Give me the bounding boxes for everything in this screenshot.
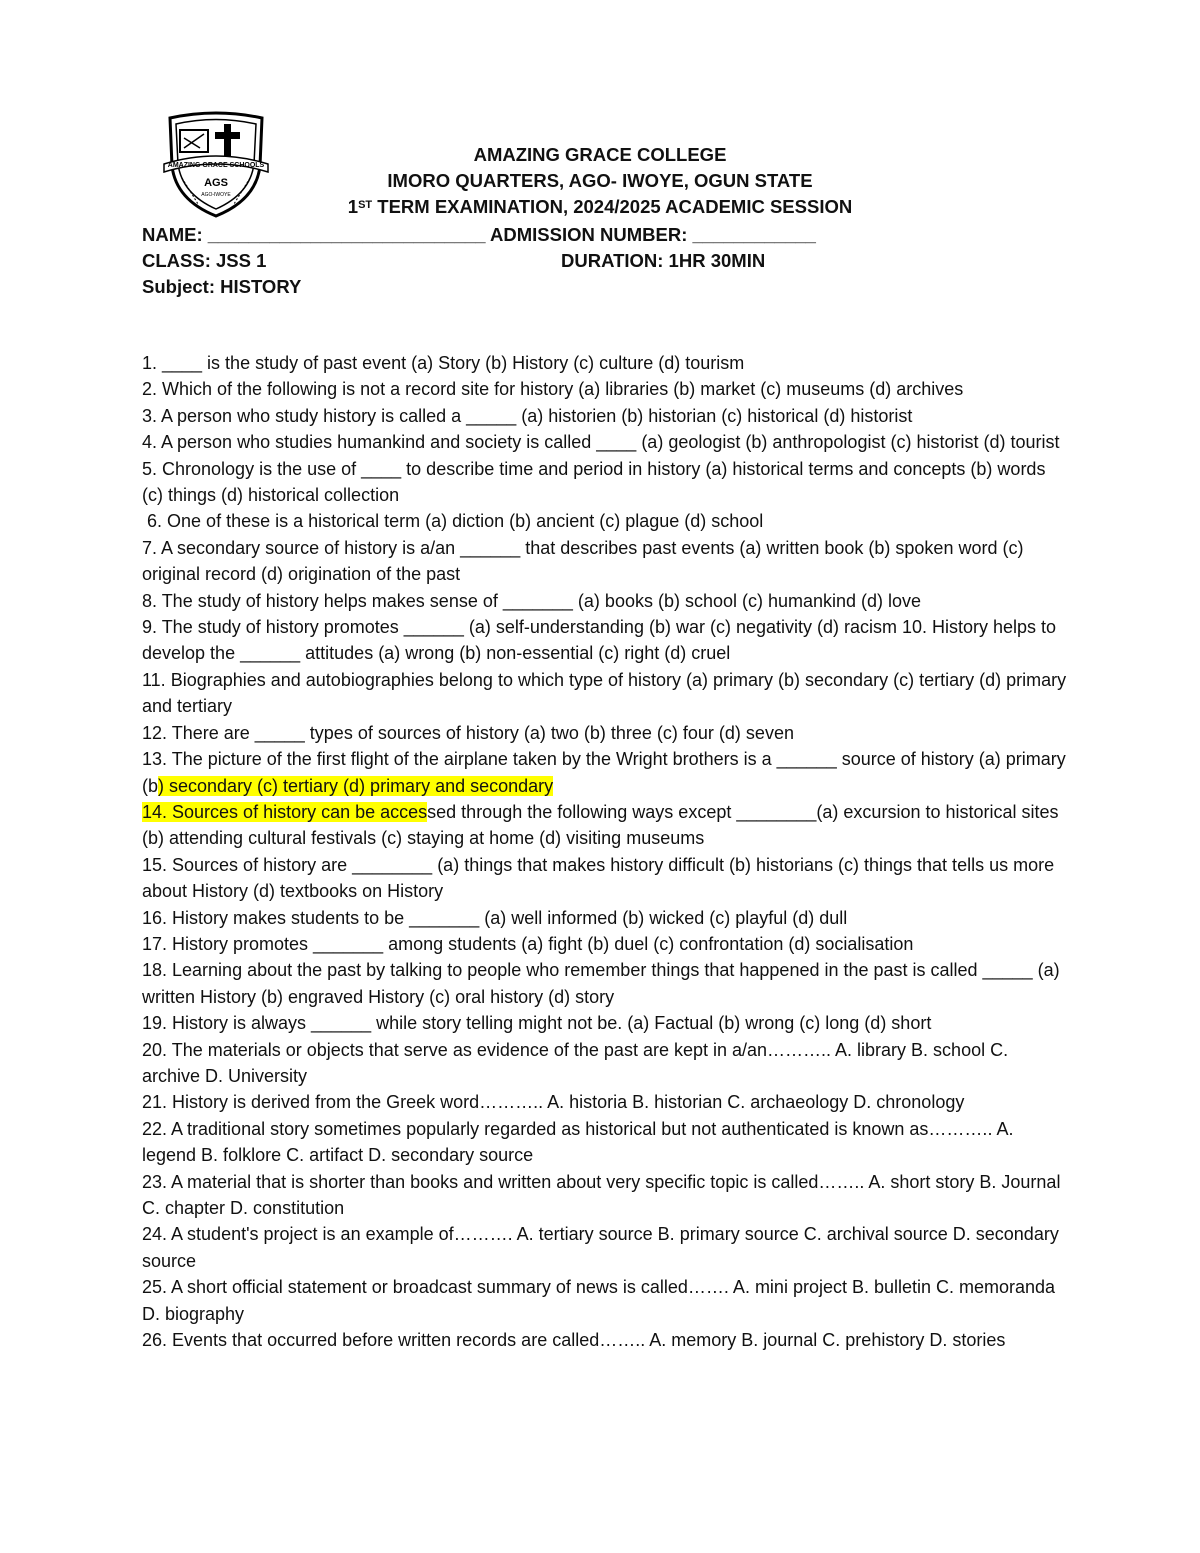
- question-item: 23. A material that is shorter than books and written about very specific topic is called…….. A. short story B. Journal C. chapter D. constitution: [142, 1171, 1066, 1218]
- exam-title-text: TERM EXAMINATION, 2024/2025 ACADEMIC SESSION: [372, 196, 853, 217]
- question-item-14: [142, 799, 1067, 852]
- question-item: 20. The materials or objects that serve as evidence of the past are kept in a/an……….. A. library B. school C. archive D. University: [142, 1039, 1014, 1086]
- question-item: 17. History promotes _______ among students (a) fight (b) duel (c) confrontation (d) socialisation: [142, 933, 914, 954]
- question-item: 12. There are _____ types of sources of history (a) two (b) three (c) four (d) seven: [142, 722, 794, 743]
- question-item: 8. The study of history helps makes sense of _______ (a) books (b) school (c) humankind (d) love: [142, 590, 922, 611]
- class-label: CLASS: JSS 1: [142, 250, 267, 271]
- question-item: 5. Chronology is the use of ____ to describe time and period in history (a) historical terms and concepts (b) words (c) things (d) historical collection: [142, 458, 1051, 506]
- question-item: 21. History is derived from the Greek word……….. A. historia B. historian C. archaeology D. chronology: [142, 1092, 965, 1113]
- question-item: 11. Biographies and autobiographies belong to which type of history (a) primary (b) secondary (c) tertiary (d) primary and tertiary: [142, 669, 1072, 717]
- duration-label: DURATION: 1HR 30MIN: [561, 250, 766, 271]
- exam-title: [250, 194, 950, 220]
- question-item: 25. A short official statement or broadcast summary of news is called……. A. mini project B. bulletin C. memoranda D. biography: [142, 1277, 1061, 1324]
- question-list: [142, 350, 1072, 1353]
- logo-top-text: AMAZING GRACE SCHOOLS: [167, 162, 265, 169]
- question-item: 3. A person who study history is called a _____ (a) historien (b) historian (c) historical (d) historist: [142, 405, 913, 426]
- question-item: 6. One of these is a historical term (a) diction (b) ancient (c) plague (d) school: [142, 511, 764, 532]
- logo-bottom-text: AGO-IWOYE: [201, 192, 231, 198]
- question-14-highlight: 14. Sources of history can be acces: [142, 801, 428, 822]
- name-admission-line: NAME: ___________________________ ADMISSION NUMBER: ____________: [142, 224, 816, 245]
- question-item: 7. A secondary source of history is a/an ______ that describes past events (a) written book (b) spoken word (c) original record (d) origination of the past: [142, 537, 1029, 585]
- question-item: 1. ____ is the study of past event (a) Story (b) History (c) culture (d) tourism: [142, 353, 745, 373]
- question-item: 26. Events that occurred before written records are called…….. A. memory B. journal C. prehistory D. stories: [142, 1330, 1006, 1351]
- question-item: 24. A student's project is an example of………. A. tertiary source B. primary source C. archival source D. secondary source: [142, 1224, 1064, 1271]
- question-13-highlight: ) secondary (c) tertiary (d) primary and secondary: [158, 775, 554, 796]
- question-item: 18. Learning about the past by talking to people who remember things that happened in the past is called _____ (a) written History (b) engraved History (c) oral history (d) story: [142, 960, 1065, 1007]
- term-superscript: ST: [358, 199, 373, 211]
- logo-mid-text: AGS: [204, 177, 228, 189]
- question-item: 15. Sources of history are ________ (a) things that makes history difficult (b) historians (c) things that tells us more about History (d) textbooks on History: [142, 854, 1060, 902]
- question-item: 4. A person who studies humankind and society is called ____ (a) geologist (b) anthropologist (c) historist (d) tourist: [142, 432, 1060, 453]
- question-item: 2. Which of the following is not a record site for history (a) libraries (b) market (c) museums (d) archives: [142, 379, 964, 400]
- question-item: 16. History makes students to be _______ (a) well informed (b) wicked (c) playful (d) dull: [142, 907, 848, 928]
- subject-label: Subject: HISTORY: [142, 276, 302, 297]
- question-13-text: 13. The picture of the first flight of the airplane taken by the Wright brothers is a ______ source of history (a) primary (b: [142, 749, 1071, 796]
- question-item-13: [142, 746, 1071, 799]
- school-address: IMORO QUARTERS, AGO- IWOYE, OGUN STATE: [387, 170, 813, 191]
- question-item: 19. History is always ______ while story telling might not be. (a) Factual (b) wrong (c) long (d) short: [142, 1013, 932, 1034]
- question-item: 22. A traditional story sometimes popularly regarded as historical but not authenticated is known as……….. A. legend B. folklore C. artifact D. secondary source: [142, 1118, 1019, 1166]
- school-name: AMAZING GRACE COLLEGE: [473, 144, 727, 165]
- question-14-text: sed through the following ways except ________(a) excursion to historical sites (b) attending cultural festivals (c) staying at home (d) visiting museums: [142, 801, 1064, 849]
- term-number: 1: [347, 196, 359, 217]
- question-item: 9. The study of history promotes ______ (a) self-understanding (b) war (c) negativity (d) racism 10. History helps to develop the ______ attitudes (a) wrong (b) non-essential (c) right (d) cruel: [142, 617, 1062, 664]
